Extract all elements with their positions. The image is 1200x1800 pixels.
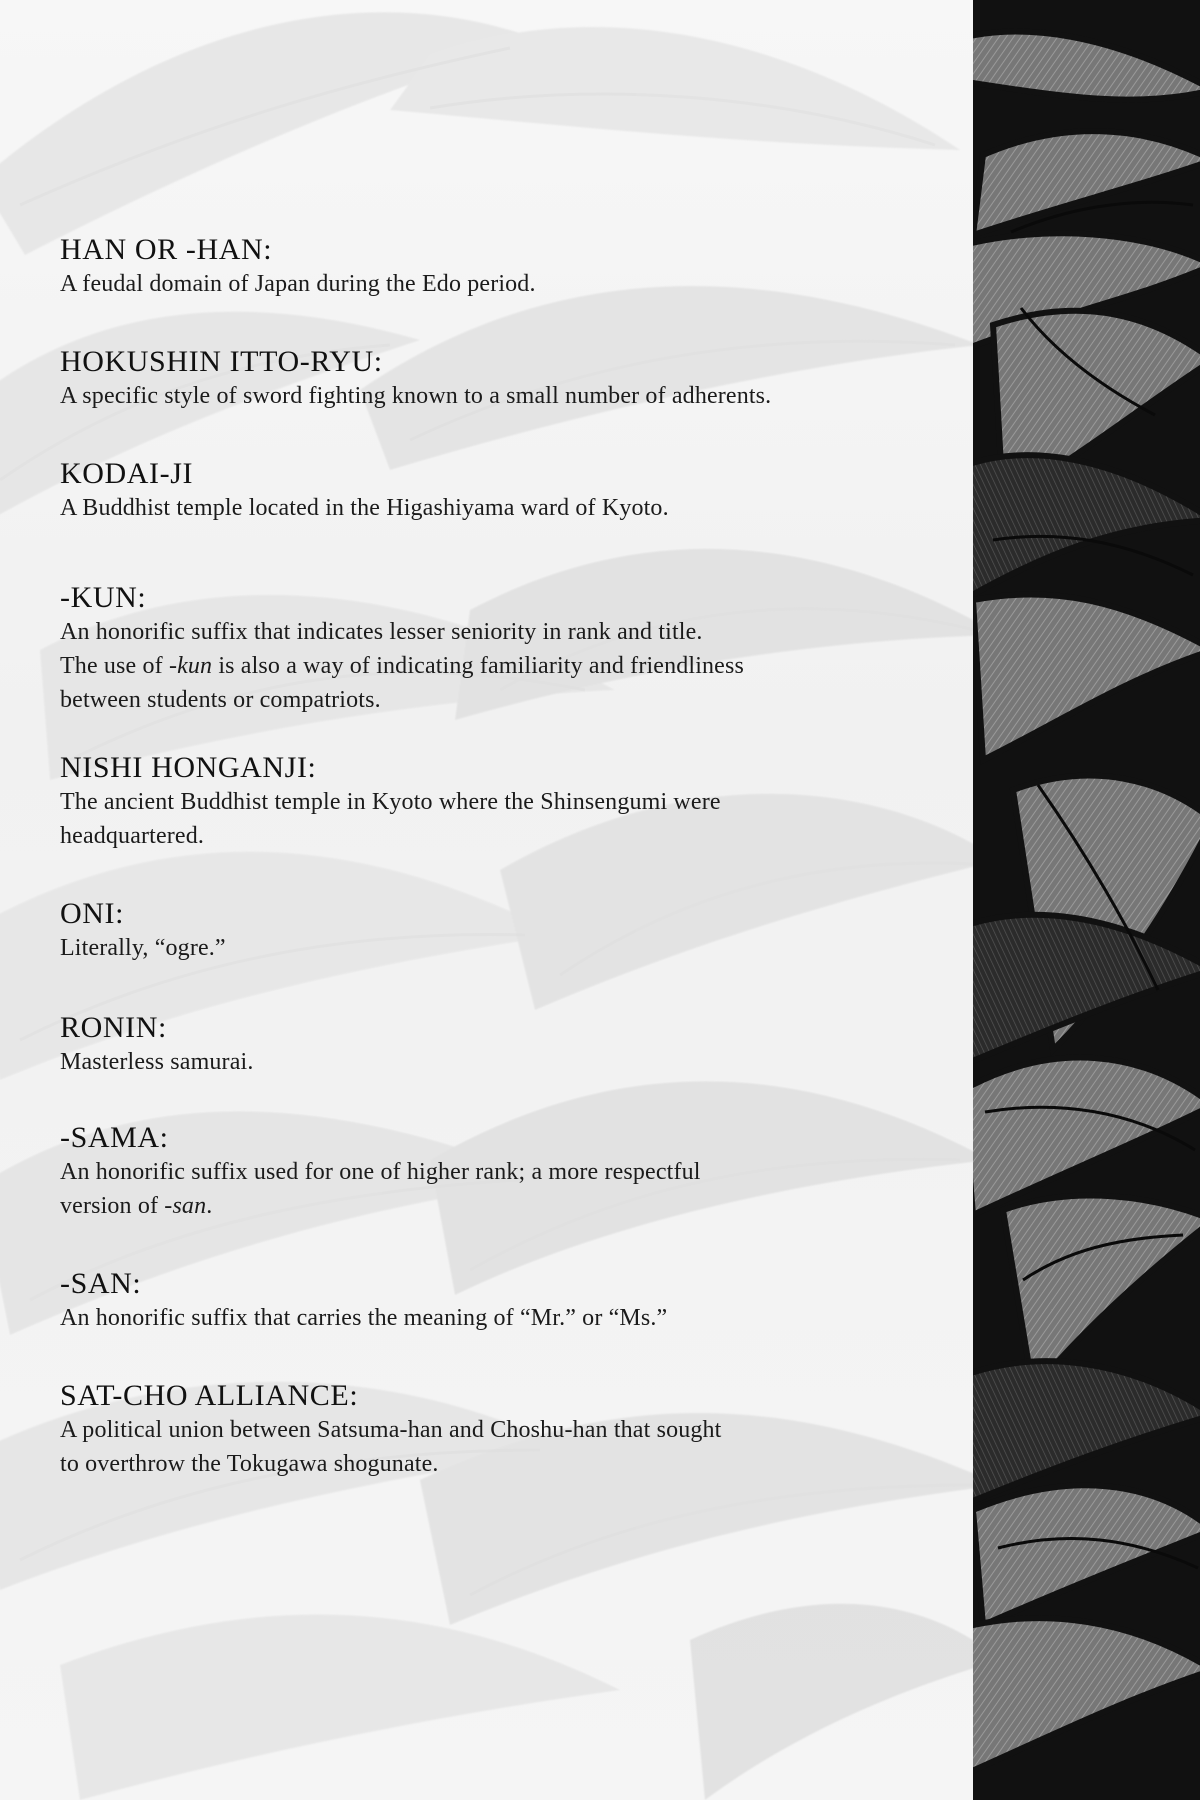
definition-text: A political union between Satsuma-han and Choshu-han that sought [60,1417,722,1443]
glossary-definition: An honorific suffix that carries the meaning of “Mr.” or “Ms.” [60,1305,668,1331]
glossary-definition [60,615,940,717]
definition-text: is also a way of indicating familiarity and friendliness [212,653,744,679]
glossary-term: NISHI HONGANJI: [60,751,317,784]
definition-text: headquartered. [60,823,205,849]
definition-text: . [206,1193,213,1219]
glossary-entry-kodai-ji [60,456,940,525]
italic-term: -kun [168,653,213,679]
leaf-shape [390,27,960,150]
glossary-definition [60,785,940,853]
dark-bamboo-leaves-illustration [973,0,1200,1800]
glossary-term: -KUN: [60,581,147,614]
glossary-definition [60,1413,940,1481]
glossary-entry-ronin [60,1010,940,1079]
italic-term: -san [164,1193,207,1219]
definition-text: to overthrow the Tokugawa shogunate. [60,1451,439,1477]
definition-text: The use of [60,653,169,679]
definition-text: version of [60,1193,165,1219]
glossary-term: -SAN: [60,1267,142,1300]
glossary-definition: Masterless samurai. [60,1049,254,1075]
glossary-definition: Literally, “ogre.” [60,935,226,961]
definition-text: The ancient Buddhist temple in Kyoto where the Shinsengumi were [60,789,721,815]
glossary-term: KODAI-JI [60,457,194,490]
dark-bamboo-border [973,0,1200,1800]
glossary-definition: A specific style of sword fighting known to a small number of adherents. [60,383,772,409]
definition-text: An honorific suffix that indicates lesser seniority in rank and title. [60,619,703,645]
glossary-term: RONIN: [60,1011,167,1044]
glossary-term: HOKUSHIN ITTO-RYU: [60,345,383,378]
glossary-term: -SAMA: [60,1121,169,1154]
glossary-entry-han [60,232,940,301]
glossary-definition: A Buddhist temple located in the Higashiyama ward of Kyoto. [60,495,669,521]
glossary-entry-kun [60,580,940,717]
definition-text: An honorific suffix used for one of higher rank; a more respectful [60,1159,701,1185]
glossary-term: SAT-CHO ALLIANCE: [60,1379,359,1412]
glossary-entry-nishi-honganji [60,750,940,853]
glossary-entry-sama [60,1120,940,1223]
leaf-shape [60,1614,620,1800]
glossary-entry-hokushin-itto-ryu [60,344,940,413]
glossary-entry-san [60,1266,940,1335]
glossary-definition [60,1155,940,1223]
leaf-shape [690,1604,973,1800]
definition-text: between students or compatriots. [60,687,381,713]
glossary-term: HAN OR -HAN: [60,233,273,266]
glossary-entry-sat-cho-alliance [60,1378,940,1481]
glossary-definition: A feudal domain of Japan during the Edo period. [60,271,536,297]
glossary-entry-oni [60,896,940,965]
glossary-term: ONI: [60,897,125,930]
